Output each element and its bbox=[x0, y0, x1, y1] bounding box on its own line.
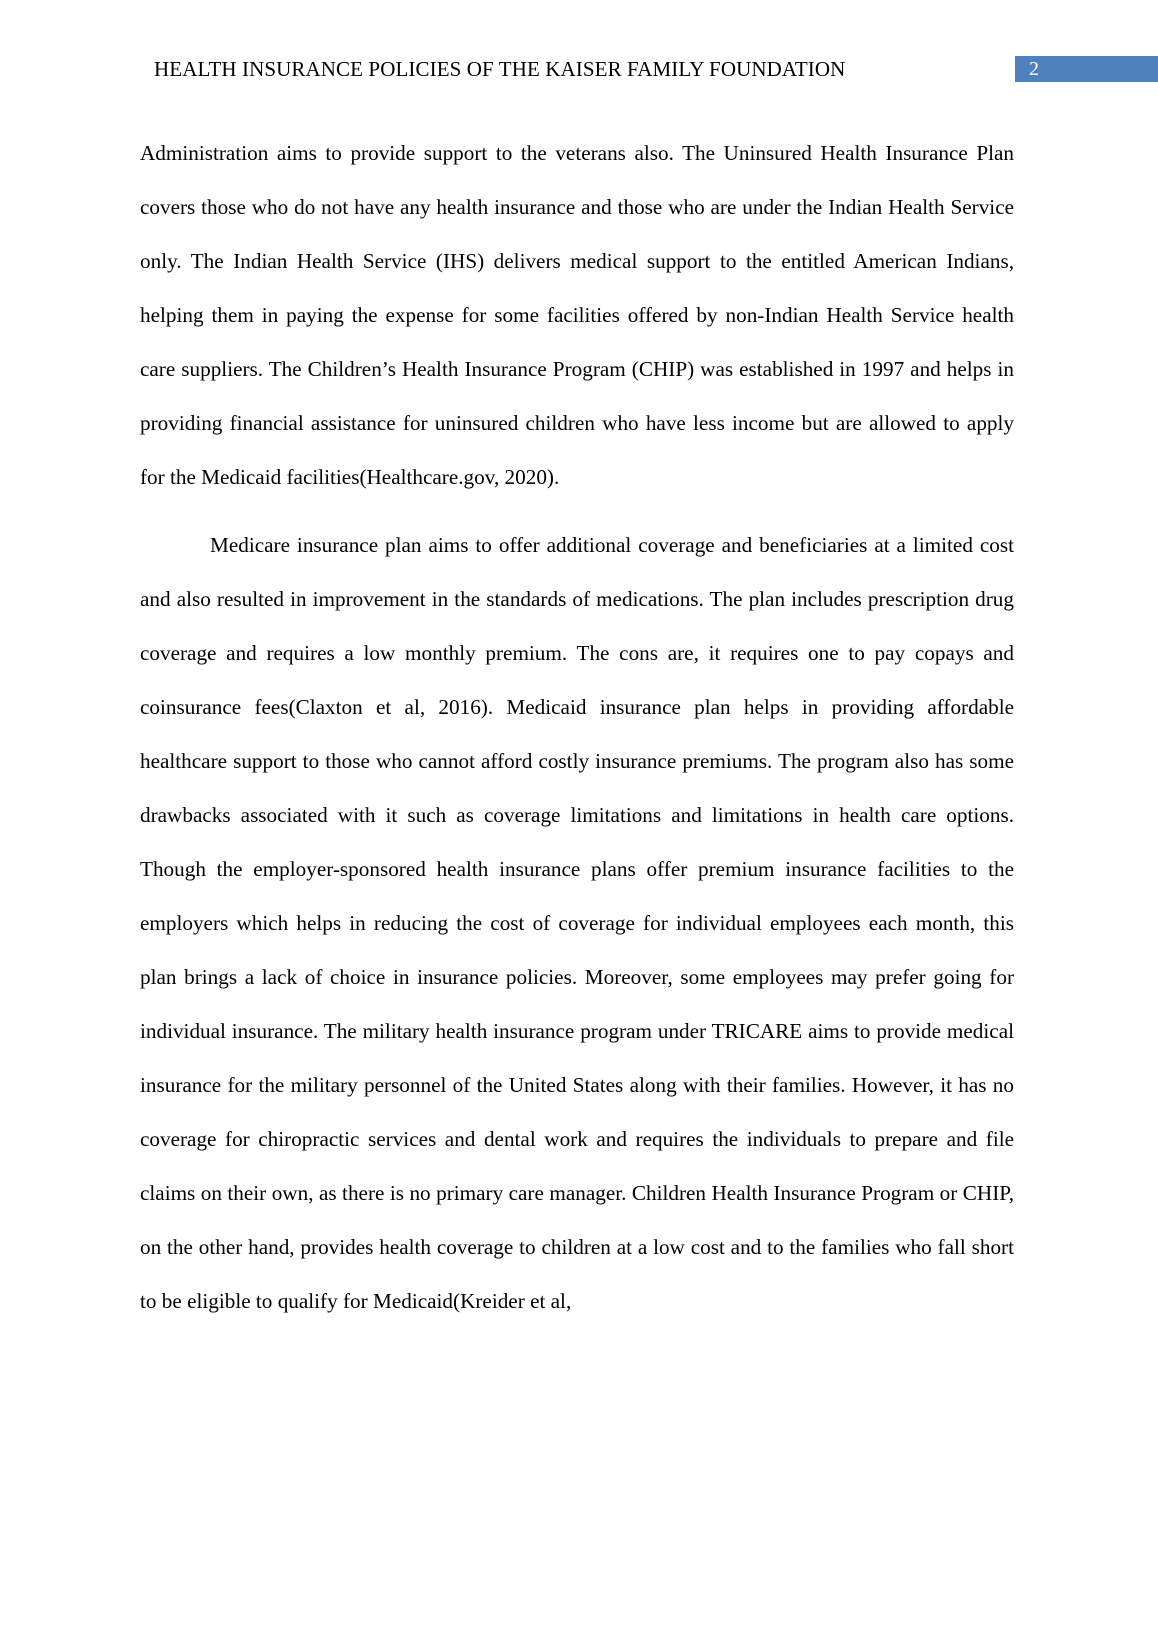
paragraph-2: Medicare insurance plan aims to offer additional coverage and beneficiaries at a limited cost and also resulted in improvement in the standards of medications. The plan includes prescription drug coverage and requires a low monthly premium. The cons are, it requires one to pay copays and coinsurance fees(Claxton et al, 2016). Medicaid insurance plan helps in providing affordable healthcare support to those who cannot afford costly insurance premiums. The program also has some drawbacks associated with it such as coverage limitations and limitations in health care options. Though the employer-sponsored health insurance plans offer premium insurance facilities to the employers which helps in reducing the cost of coverage for individual employees each month, this plan brings a lack of choice in insurance policies. Moreover, some employees may prefer going for individual insurance. The military health insurance program under TRICARE aims to provide medical insurance for the military personnel of the United States along with their families. However, it has no coverage for chiropractic services and dental work and requires the individuals to prepare and file claims on their own, as there is no primary care manager. Children Health Insurance Program or CHIP, on the other hand, provides health coverage to children at a low cost and to the families who fall short to be eligible to qualify for Medicaid(Kreider et al, bbox=[140, 533, 1014, 1313]
document-body bbox=[140, 126, 1014, 1328]
running-head-title: HEALTH INSURANCE POLICIES OF THE KAISER FAMILY FOUNDATION bbox=[154, 57, 846, 81]
page-header bbox=[0, 56, 1158, 82]
paragraph-1: Administration aims to provide support to the veterans also. The Uninsured Health Insurance Plan covers those who do not have any health insurance and those who are under the Indian Health Service only. The Indian Health Service (IHS) delivers medical support to the entitled American Indians, helping them in paying the expense for some facilities offered by non-Indian Health Service health care suppliers. The Children’s Health Insurance Program (CHIP) was established in 1997 and helps in providing financial assistance for uninsured children who have less income but are allowed to apply for the Medicaid facilities(Healthcare.gov, 2020). bbox=[140, 141, 1014, 489]
page-number: 2 bbox=[1015, 56, 1158, 82]
